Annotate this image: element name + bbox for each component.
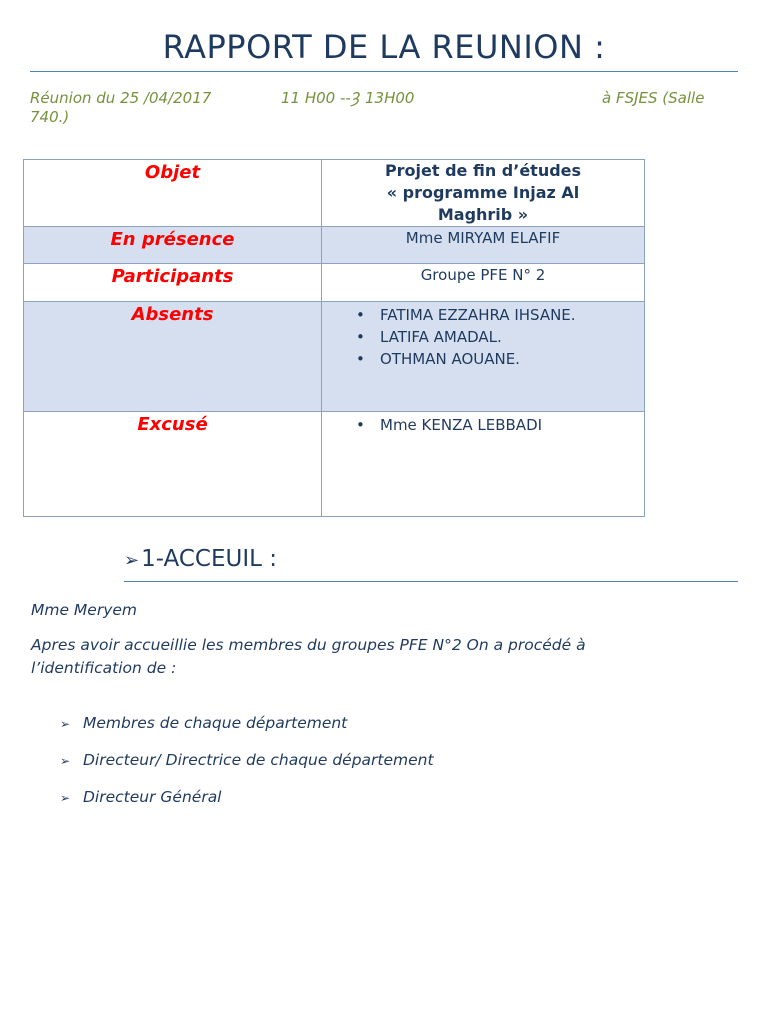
arrow-icon: ➢	[60, 754, 71, 768]
objet-label: Objet	[24, 160, 322, 227]
meeting-details-table	[23, 159, 645, 517]
bullet-icon: •	[356, 306, 365, 324]
section-heading-acceuil	[124, 546, 277, 572]
list-item: • LATIFA AMADAL.	[356, 328, 502, 346]
objet-value	[322, 160, 645, 227]
table-row-participants	[24, 264, 645, 302]
paragraph-line: Apres avoir accueillie les membres du groupes PFE N°2 On a procédé à	[31, 636, 586, 654]
list-item: ➢ Directeur/ Directrice de chaque département	[60, 751, 434, 769]
excuse-list	[322, 414, 644, 436]
section-heading-text: 1-ACCEUIL :	[141, 546, 277, 572]
section-divider	[124, 581, 738, 582]
excuse-value	[322, 412, 645, 517]
presence-value: Mme MIRYAM ELAFIF	[322, 227, 645, 264]
list-item: ➢ Directeur Général	[60, 788, 222, 806]
presence-label: En présence	[24, 227, 322, 264]
bullet-icon: •	[356, 350, 365, 368]
meeting-place: à FSJES (Salle	[602, 89, 705, 107]
title-divider	[30, 71, 738, 72]
participants-label: Participants	[24, 264, 322, 302]
objet-value-line: Projet de fin d’études	[384, 161, 582, 180]
absents-label: Absents	[24, 302, 322, 412]
participants-value: Groupe PFE N° 2	[322, 264, 645, 302]
list-item: • OTHMAN AOUANE.	[356, 350, 520, 368]
arrow-icon: ➢	[124, 550, 140, 571]
table-row-excuse	[24, 412, 645, 517]
table-row-objet	[24, 160, 645, 227]
arrow-icon: ➢	[60, 791, 71, 805]
excuse-label: Excusé	[24, 412, 322, 517]
meeting-place-continued: 740.)	[30, 108, 70, 126]
bullet-icon: •	[356, 328, 365, 346]
speaker-name: Mme Meryem	[31, 601, 138, 619]
bullet-icon: •	[356, 416, 365, 434]
absents-value	[322, 302, 645, 412]
table-row-absents	[24, 302, 645, 412]
arrow-icon: ➢	[60, 717, 71, 731]
table-row-presence	[24, 227, 645, 264]
absents-list	[322, 304, 644, 370]
list-item: ➢ Membres de chaque département	[60, 714, 348, 732]
paragraph-line: l’identification de :	[31, 659, 177, 677]
objet-value-line: Maghrib »	[437, 205, 529, 224]
list-item: • FATIMA EZZAHRA IHSANE.	[356, 306, 576, 324]
meeting-date: Réunion du 25 /04/2017	[30, 89, 212, 107]
meeting-time: 11 H00 --Ȝ 13H00	[281, 89, 415, 107]
objet-value-line: « programme Injaz Al	[386, 183, 580, 202]
list-item: • Mme KENZA LEBBADI	[356, 416, 543, 434]
page-title: RAPPORT DE LA REUNION :	[162, 28, 606, 66]
